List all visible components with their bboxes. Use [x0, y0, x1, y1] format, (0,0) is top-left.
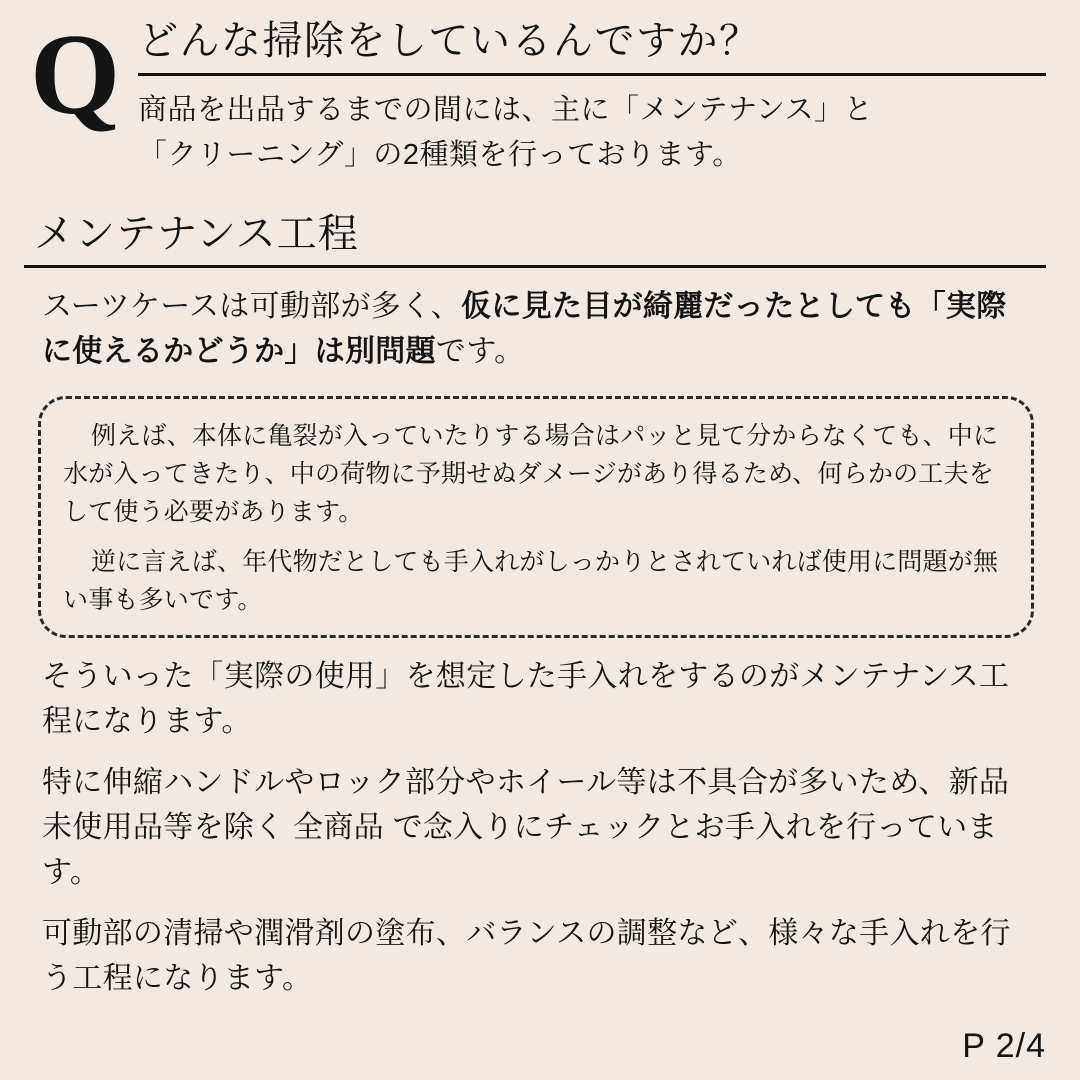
body-paragraph-3: 可動部の清掃や潤滑剤の塗布、バランスの調整など、様々な手入れを行う工程になります。	[42, 917, 1011, 996]
section-heading: メンテナンス工程	[24, 202, 1046, 268]
question-block	[24, 11, 1046, 178]
question-marker: Q	[30, 11, 119, 139]
body-paragraph-2: 特に伸縮ハンドルやロック部分やホイール等は不具合が多いため、新品未使用品等を除く 全商品 で念入りにチェックとお手入れを行っています。	[42, 766, 1010, 890]
lead-text-normal-2: です。	[435, 335, 525, 369]
question-title: どんな掃除をしているんですか？	[138, 18, 1046, 76]
note-paragraph-1: 例えば、本体に亀裂が入っていたりする場合はパッと見て分からなくても、中に水が入ってきたり、中の荷物に予期せぬダメージがあり得るため、何らかの工夫をして使う必要があります。	[63, 422, 999, 527]
question-answer	[138, 88, 1046, 178]
page-number: P 2/4	[962, 1027, 1046, 1065]
question-answer-line-1: 商品を出品するまでの間には、主に「メンテナンス」と	[138, 94, 874, 127]
note-paragraph-2: 逆に言えば、年代物だとしても手入れがしっかりとされていれば使用に問題が無い事も多いです。	[63, 548, 999, 615]
lead-paragraph	[42, 284, 1036, 374]
body-paragraph-1: そういった「実際の使用」を想定した手入れをするのがメンテナンス工程になります。	[42, 660, 1010, 739]
lead-text-normal-1: スーツケースは可動部が多く、	[42, 290, 462, 324]
note-box	[38, 396, 1034, 638]
lead-text-bold: 仮に見た目が綺麗だったとしても「実際に使えるかどうか」は別問題	[42, 290, 1007, 369]
question-answer-line-2: 「クリーニング」の2種類を行っております。	[138, 139, 742, 172]
